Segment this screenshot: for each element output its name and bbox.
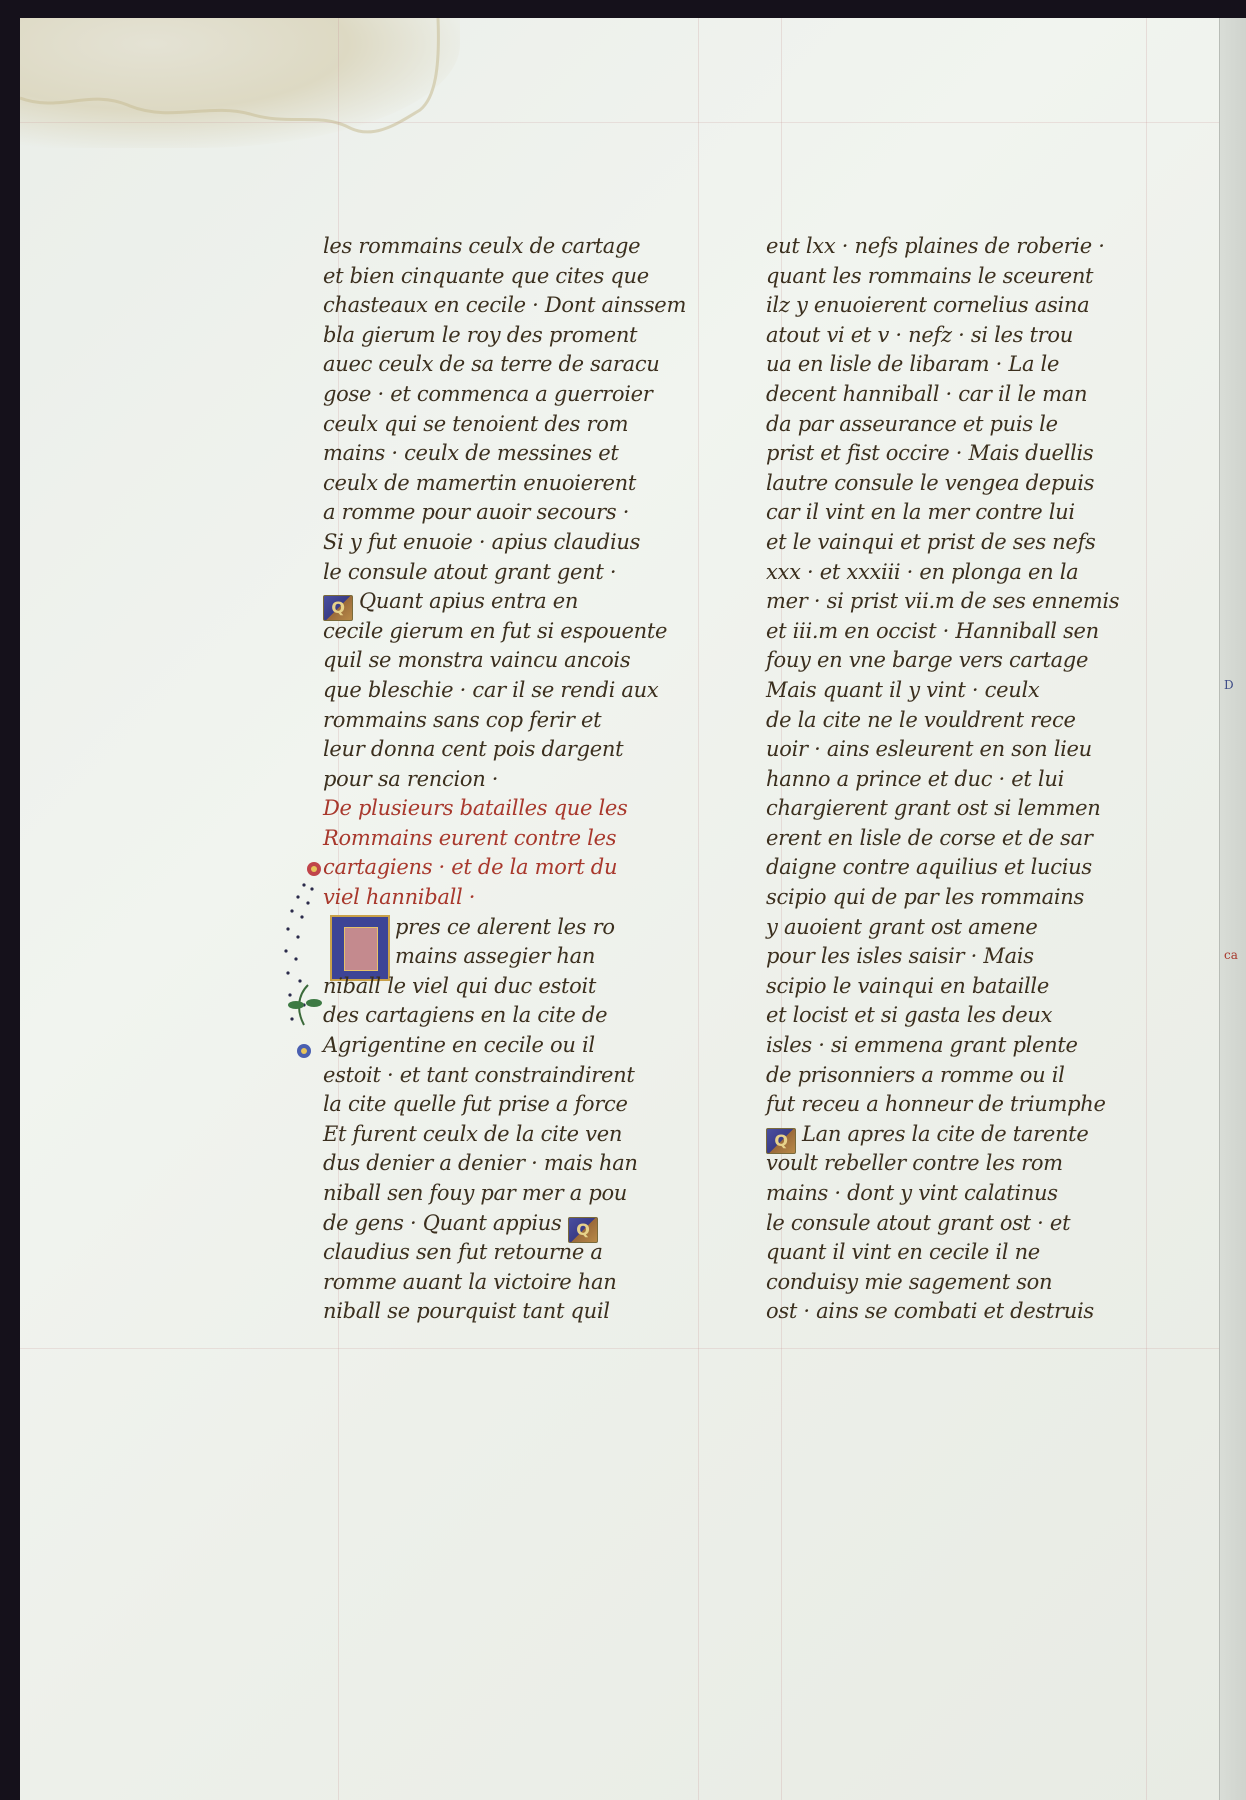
text-line: lautre consule le vengea depuis	[766, 470, 1095, 495]
text-line: quant les rommains le sceurent	[766, 263, 1094, 288]
text-line: de prisonniers a romme ou il	[766, 1062, 1065, 1087]
text-line: da par asseurance et puis le	[766, 411, 1058, 436]
ruling-line	[20, 122, 1220, 123]
text-line: le consule atout grant ost · et	[766, 1210, 1071, 1235]
text-line: uoir · ains esleurent en son lieu	[766, 737, 1092, 762]
text-line: erent en lisle de corse et de sar	[766, 825, 1093, 850]
text-line: a romme pour auoir secours ·	[323, 500, 630, 525]
paragraph-capital: Q	[323, 595, 353, 621]
paragraph-capital: Q	[766, 1128, 796, 1154]
text-line: prist et fist occire · Mais duellis	[766, 441, 1094, 466]
text-line: la cite quelle fut prise a force	[323, 1092, 628, 1117]
right-text-column	[766, 232, 1166, 1327]
text-line: mains assegier han	[395, 944, 596, 969]
rubric-line: viel hanniball ·	[323, 885, 476, 910]
text-line: leur donna cent pois dargent	[323, 737, 624, 762]
text-line: isles · si emmena grant plente	[766, 1033, 1078, 1058]
text-line: niball sen fouy par mer a pou	[323, 1181, 628, 1205]
text-line-with-capital	[323, 1209, 693, 1239]
text-line: que bleschie · car il se rendi aux	[323, 677, 659, 702]
left-text-column	[323, 232, 693, 1327]
rubric-line: Rommains eurent contre les	[323, 825, 617, 850]
text-line: daigne contre aquilius et lucius	[766, 855, 1092, 880]
text-line: Et furent ceulx de la cite ven	[323, 1121, 623, 1146]
text-line: fut receu a honneur de triumphe	[766, 1092, 1106, 1117]
text-line: ilz y enuoierent cornelius asina	[766, 293, 1090, 318]
rubric-line: cartagiens · et de la mort du	[323, 855, 618, 880]
text-line: et iii.m en occist · Hanniball sen	[766, 618, 1099, 643]
text-line: niball le viel qui duc estoit	[323, 973, 597, 998]
text-line: ost · ains se combati et destruis	[766, 1299, 1094, 1324]
text-line: de gens · Quant appius	[323, 1210, 562, 1235]
text-line: quant il vint en cecile il ne	[766, 1240, 1040, 1265]
text-line: Si y fut enuoie · apius claudius	[323, 529, 641, 554]
text-line: et le vainqui et prist de ses nefs	[766, 529, 1096, 554]
text-line: claudius sen fut retourne a	[323, 1240, 603, 1265]
text-line: chargierent grant ost si lemmen	[766, 796, 1101, 821]
text-line: romme auant la victoire han	[323, 1269, 617, 1294]
text-line: pour sa rencion ·	[323, 766, 499, 791]
text-line: cecile gierum en fut si espouente	[323, 618, 668, 643]
text-line: decent hanniball · car il le man	[766, 381, 1088, 406]
text-line: gose · et commenca a guerroier	[323, 381, 653, 406]
text-line: et bien cinquante que cites que	[323, 263, 649, 288]
text-line: les rommains ceulx de cartage	[323, 234, 641, 258]
text-line: car il vint en la mer contre lui	[766, 500, 1075, 525]
text-line: y auoient grant ost amene	[766, 914, 1038, 939]
text-line: Quant apius entra en	[359, 589, 579, 614]
text-line: scipio le vainqui en bataille	[766, 973, 1049, 998]
text-line: ceulx qui se tenoient des rom	[323, 411, 629, 436]
ruling-line	[698, 18, 699, 1800]
text-line: ceulx de mamertin enuoierent	[323, 470, 636, 495]
text-line: rommains sans cop ferir et	[323, 707, 602, 732]
text-line: niball se pourquist tant quil	[323, 1299, 610, 1324]
text-line: pour les isles saisir · Mais	[766, 944, 1034, 969]
text-line: de la cite ne le vouldrent rece	[766, 707, 1076, 732]
text-line: ua en lisle de libaram · La le	[766, 352, 1060, 377]
text-line: mains · dont y vint calatinus	[766, 1181, 1058, 1205]
text-line: fouy en vne barge vers cartage	[766, 648, 1089, 673]
text-line-with-capital	[323, 587, 693, 617]
text-line: eut lxx · nefs plaines de roberie ·	[766, 234, 1105, 258]
stain-edge	[20, 18, 460, 148]
next-page-edge: D ca	[1219, 18, 1246, 1800]
text-line: mer · si prist vii.m de ses ennemis	[766, 589, 1120, 614]
text-line: chasteaux en cecile · Dont ainssem	[323, 293, 687, 318]
text-line: atout vi et v · nefz · si les trou	[766, 322, 1073, 347]
text-line: voult rebeller contre les rom	[766, 1151, 1063, 1176]
paragraph-capital: Q	[568, 1217, 598, 1243]
text-line: pres ce alerent les ro	[395, 914, 615, 939]
text-line: quil se monstra vaincu ancois	[323, 648, 631, 673]
text-line: Lan apres la cite de tarente	[802, 1121, 1089, 1146]
rubric-line: De plusieurs batailles que les	[323, 796, 628, 821]
text-line: dus denier a denier · mais han	[323, 1151, 638, 1176]
text-line: mains · ceulx de messines et	[323, 441, 619, 466]
text-line: Mais quant il y vint · ceulx	[766, 677, 1040, 702]
text-line: et locist et si gasta les deux	[766, 1003, 1053, 1028]
text-line: scipio qui de par les rommains	[766, 885, 1084, 910]
text-line: des cartagiens en la cite de	[323, 1003, 608, 1028]
text-line: hanno a prince et duc · et lui	[766, 766, 1064, 791]
text-line-with-capital	[766, 1120, 1166, 1150]
text-line: bla gierum le roy des proment	[323, 322, 638, 347]
text-line: Agrigentine en cecile ou il	[323, 1033, 595, 1058]
text-line: le consule atout grant gent ·	[323, 559, 617, 584]
text-line: conduisy mie sagement son	[766, 1269, 1053, 1294]
ruling-line	[20, 1348, 1220, 1349]
text-line: xxx · et xxxiii · en plonga en la	[766, 559, 1079, 584]
text-line: auec ceulx de sa terre de saracu	[323, 352, 660, 377]
text-line: estoit · et tant constraindirent	[323, 1062, 635, 1087]
